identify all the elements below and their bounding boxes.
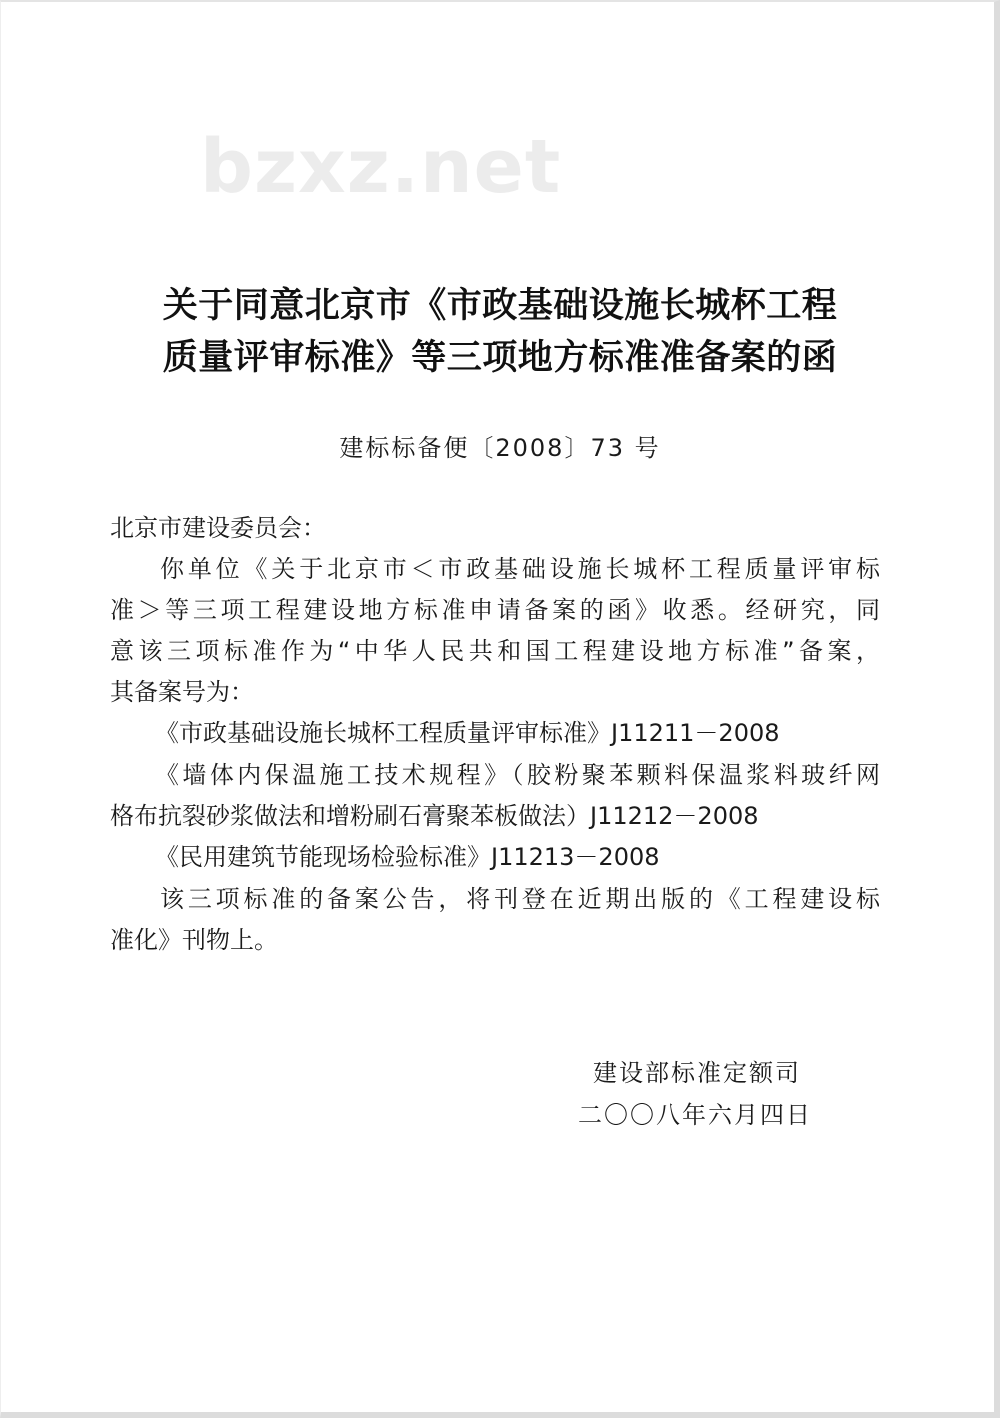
standard-2-line-2: 格布抗裂砂浆做法和增粉刷石膏聚苯板做法）J11212－2008	[110, 802, 759, 830]
document-number: 建标标备便〔2008〕73 号	[339, 434, 661, 462]
signature-organization: 建设部标准定额司	[593, 1059, 801, 1087]
signature-date: 二〇〇八年六月四日	[578, 1101, 812, 1129]
paragraph-1-line-2: 准＞等三项工程建设地方标准申请备案的函》收悉。经研究，同	[110, 596, 880, 624]
paragraph-2-line-2: 准化》刊物上。	[110, 926, 278, 954]
document-title-line-1: 关于同意北京市《市政基础设施长城杯工程	[162, 285, 838, 326]
standard-2-line-1: 《墙体内保温施工技术规程》（胶粉聚苯颗料保温浆料玻纤网	[155, 761, 880, 789]
paragraph-1-line-3: 意该三项标准作为“中华人民共和国工程建设地方标准”备案，	[110, 637, 880, 665]
paragraph-1-line-4: 其备案号为：	[110, 678, 254, 706]
watermark: bzxz.net	[200, 124, 562, 210]
paragraph-1-line-1: 你单位《关于北京市＜市政基础设施长城杯工程质量评审标	[160, 555, 880, 583]
standard-3: 《民用建筑节能现场检验标准》J11213－2008	[155, 843, 660, 871]
paragraph-2-line-1: 该三项标准的备案公告，将刊登在近期出版的《工程建设标	[160, 885, 880, 913]
document-title-line-2: 质量评审标准》等三项地方标准准备案的函	[162, 337, 838, 378]
standard-1: 《市政基础设施长城杯工程质量评审标准》J11211－2008	[155, 719, 780, 747]
salutation: 北京市建设委员会：	[110, 514, 326, 542]
